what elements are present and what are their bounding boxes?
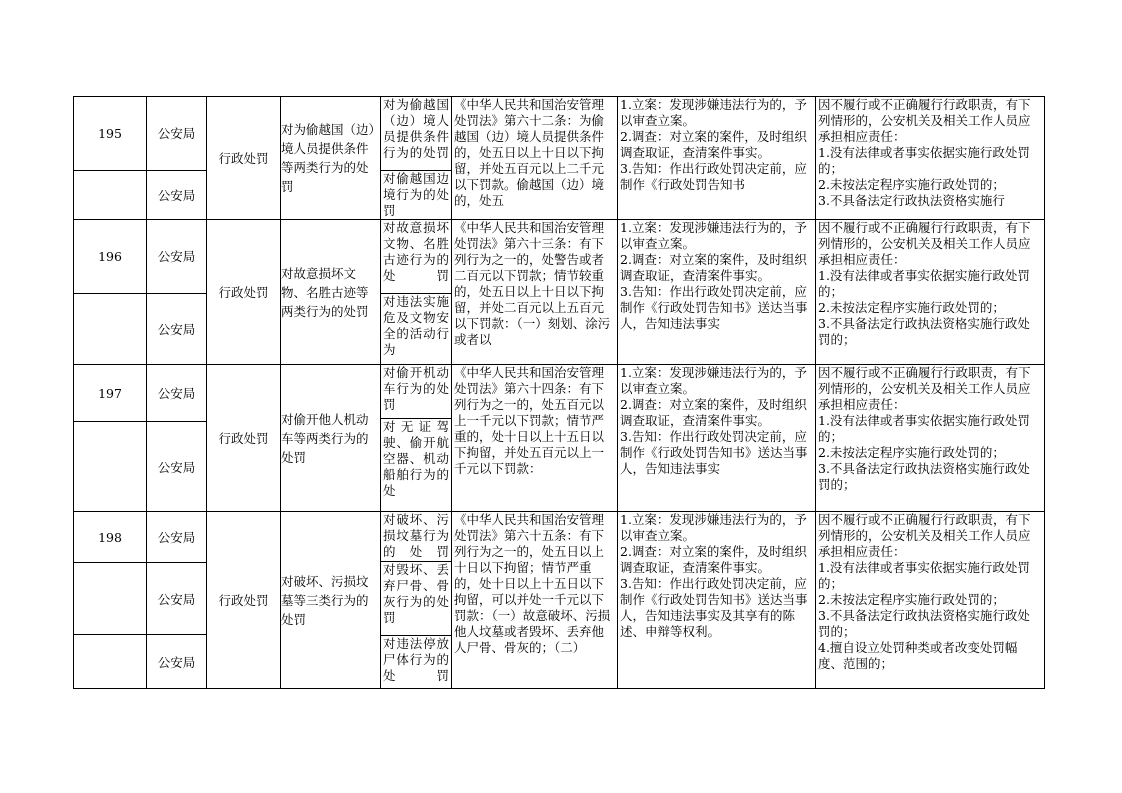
process-text: 1.立案：发现涉嫌违法行为的，予以审查立案。 2.调查：对立案的案件，及时组织调查取证，查清案件事实。 3.告知：作出行政处罚决定前，应制作《行政处罚告知书》送达当事人，告知违法事实 bbox=[620, 365, 808, 476]
legal-basis-cell bbox=[452, 365, 618, 512]
category-cell: 行政处罚 bbox=[207, 365, 281, 512]
table-row bbox=[74, 220, 1045, 294]
agency-cell: 公安局 bbox=[147, 635, 207, 689]
agency-cell: 公安局 bbox=[147, 563, 207, 635]
item-name-cell: 对偷开他人机动车等两类行为的处罚 bbox=[281, 365, 381, 512]
legal-basis-text: 《中华人民共和国治安管理处罚法》第六十三条：有下列行为之一的，处警告或者二百元以下罚款；情节较重的，处五日以上十日以下拘留，并处二百元以上五百元以下罚款：（一）刻划、涂污或者以 bbox=[454, 220, 611, 347]
process-cell bbox=[618, 365, 816, 512]
liability-text: 因不履行或不正确履行行政职责，有下列情形的，公安机关及相关工作人员应承担相应责任： 1.没有法律或者事实依据实施行政处罚的； 2.未按法定程序实施行政处罚的； 3.不具备法定行政执法资格实施行政处罚的； bbox=[818, 220, 1031, 347]
row-number bbox=[74, 563, 147, 635]
row-number: 197 bbox=[74, 365, 147, 422]
sub-item: 对毁坏、丢弃尸骨、骨灰行为的处罚 bbox=[381, 562, 451, 636]
sub-item: 对为偷越国（边）境人员提供条件行为的处罚 bbox=[381, 97, 451, 171]
process-cell bbox=[618, 220, 816, 365]
agency-cell: 公安局 bbox=[147, 365, 207, 422]
row-number bbox=[74, 170, 147, 219]
agency-cell: 公安局 bbox=[147, 293, 207, 365]
agency-cell: 公安局 bbox=[147, 220, 207, 294]
sub-item: 对偷越国边境行为的处罚 bbox=[383, 171, 449, 218]
agency-cell: 公安局 bbox=[147, 512, 207, 563]
sub-item: 对无证驾驶、偷开航空器、机动船舶行为的处 bbox=[383, 419, 449, 498]
process-cell bbox=[618, 512, 816, 689]
row-number: 198 bbox=[74, 512, 147, 563]
process-text: 1.立案：发现涉嫌违法行为的，予以审查立案。 2.调查：对立案的案件，及时组织调查取证，查清案件事实。 3.告知：作出行政处罚决定前，应制作《行政处罚告知书》送达当事人，告知违法事实及其享有的陈述、申辩等权利。 bbox=[620, 512, 808, 639]
liability-cell bbox=[816, 365, 1045, 512]
legal-basis-text: 《中华人民共和国治安管理处罚法》第六十五条：有下列行为之一的，处五日以上十日以下拘留；情节严重的，处十日以上十五日以下拘留，可以并处一千元以下罚款：（一）故意破坏、污损他人坟墓或者毁坏、丢弃他人尸骨、骨灰的；（二） bbox=[454, 512, 611, 655]
liability-text: 因不履行或不正确履行行政职责，有下列情形的，公安机关及相关工作人员应承担相应责任： 1.没有法律或者事实依据实施行政处罚的； 2.未按法定程序实施行政处罚的； 3.不具备法定行政执法资格实施行 bbox=[818, 97, 1031, 208]
category-cell: 行政处罚 bbox=[207, 220, 281, 365]
process-cell bbox=[618, 97, 816, 220]
sub-items-cell bbox=[381, 365, 452, 512]
row-number bbox=[74, 422, 147, 512]
sub-item: 对破坏、污损坟墓行为的处罚 bbox=[381, 512, 451, 562]
category-cell: 行政处罚 bbox=[207, 97, 281, 220]
table-row bbox=[74, 97, 1045, 171]
agency-cell: 公安局 bbox=[147, 97, 207, 171]
liability-cell bbox=[816, 220, 1045, 365]
process-text: 1.立案：发现涉嫌违法行为的，予以审查立案。 2.调查：对立案的案件，及时组织调查取证，查清案件事实。 3.告知：作出行政处罚决定前，应制作《行政处罚告知书 bbox=[620, 97, 807, 192]
process-text: 1.立案：发现涉嫌违法行为的，予以审查立案。 2.调查：对立案的案件，及时组织调查取证，查清案件事实。 3.告知：作出行政处罚决定前，应制作《行政处罚告知书》送达当事人，告知违法事实 bbox=[620, 220, 808, 331]
sub-item: 对故意损坏文物、名胜古迹行为的处罚 bbox=[381, 220, 451, 294]
category-cell: 行政处罚 bbox=[207, 512, 281, 689]
sub-item: 对违法实施危及文物安全的活动行为 bbox=[383, 294, 449, 357]
legal-basis-text: 《中华人民共和国治安管理处罚法》第六十四条：有下列行为之一的，处五百元以上一千元以下罚款；情节严重的，处十日以上十五日以下拘留，并处五百元以上一千元以下罚款： bbox=[454, 365, 605, 476]
row-number bbox=[74, 635, 147, 689]
item-name-cell: 对故意损坏文物、名胜古迹等两类行为的处罚 bbox=[281, 220, 381, 365]
legal-basis-text: 《中华人民共和国治安管理处罚法》第六十二条：为偷越国（边）境人员提供条件的，处五日以上十日以下拘留，并处五百元以上二千元以下罚款。偷越国（边）境的，处五 bbox=[454, 97, 605, 208]
table-row bbox=[74, 365, 1045, 422]
agency-cell: 公安局 bbox=[147, 170, 207, 219]
sub-items-cell bbox=[381, 512, 452, 689]
row-number bbox=[74, 293, 147, 365]
power-list-table bbox=[73, 96, 1045, 689]
legal-basis-cell bbox=[452, 97, 618, 220]
sub-items-cell bbox=[381, 220, 452, 365]
sub-item: 对偷开机动车行为的处罚 bbox=[381, 365, 451, 419]
sub-item: 对违法停放尸体行为的处罚 bbox=[383, 636, 449, 683]
item-name-cell: 对破坏、污损坟墓等三类行为的处罚 bbox=[281, 512, 381, 689]
liability-cell bbox=[816, 512, 1045, 689]
liability-text: 因不履行或不正确履行行政职责，有下列情形的，公安机关及相关工作人员应承担相应责任： 1.没有法律或者事实依据实施行政处罚的； 2.未按法定程序实施行政处罚的； 3.不具备法定行政执法资格实施行政处罚的； bbox=[818, 365, 1031, 492]
row-number: 196 bbox=[74, 220, 147, 294]
item-name-cell: 对为偷越国（边）境人员提供条件等两类行为的处罚 bbox=[281, 97, 381, 220]
agency-cell: 公安局 bbox=[147, 422, 207, 512]
table-row bbox=[74, 512, 1045, 563]
liability-cell bbox=[816, 97, 1045, 220]
liability-text: 因不履行或不正确履行行政职责，有下列情形的，公安机关及相关工作人员应承担相应责任： 1.没有法律或者事实依据实施行政处罚的； 2.未按法定程序实施行政处罚的； 3.不具备法定行政执法资格实施行政处罚的； 4.擅自设立处罚种类或者改变处罚幅度、范围的； bbox=[818, 512, 1031, 671]
legal-basis-cell bbox=[452, 220, 618, 365]
legal-basis-cell bbox=[452, 512, 618, 689]
row-number: 195 bbox=[74, 97, 147, 171]
sub-items-cell bbox=[381, 97, 452, 220]
